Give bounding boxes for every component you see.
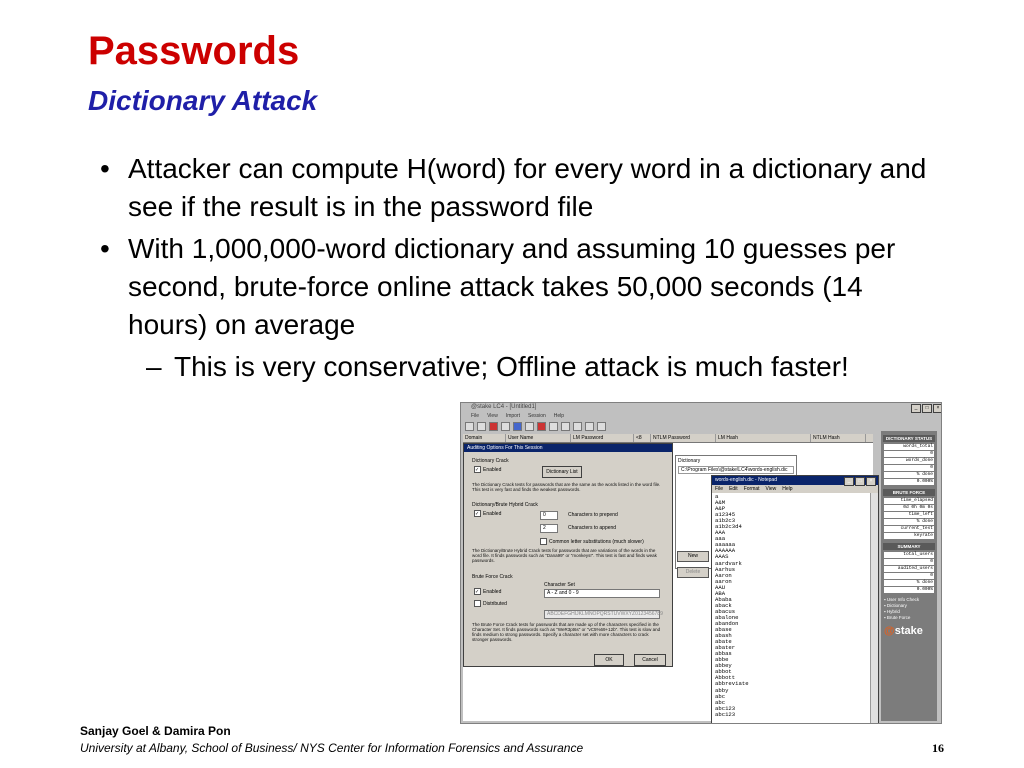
menu-view[interactable]: View	[487, 413, 498, 419]
bullet-text: With 1,000,000-word dictionary and assuming 10 guesses per second, brute-force online attack takes 50,000 seconds (14 hours) on average	[128, 233, 896, 340]
play-icon[interactable]	[525, 422, 534, 431]
window-controls	[911, 404, 942, 413]
menu-help[interactable]: Help	[553, 413, 565, 419]
words-total-label: words_total	[884, 444, 934, 450]
notepad-line: A&P	[715, 505, 726, 513]
notepad-window-controls	[844, 477, 876, 486]
maximize-icon[interactable]: □	[855, 477, 865, 486]
tool-icon[interactable]	[573, 422, 582, 431]
bullet-dot: •	[100, 153, 110, 184]
checkbox-icon[interactable]	[540, 538, 547, 545]
minimize-icon[interactable]: _	[844, 477, 854, 486]
distributed-checkbox[interactable]	[474, 600, 507, 607]
brute-enabled-checkbox[interactable]	[474, 588, 501, 595]
page-number: 16	[932, 741, 944, 755]
notepad-line: abbe	[715, 656, 729, 664]
np-menu-format[interactable]: Format	[743, 486, 760, 492]
menu-session[interactable]: Session	[527, 413, 546, 419]
notepad-titlebar	[712, 476, 878, 485]
brute-heading: Brute Force Crack	[472, 574, 513, 580]
col-user-name[interactable]: User Name	[506, 434, 571, 442]
audited-users-label: audited_users	[884, 566, 934, 572]
status-links	[884, 597, 934, 621]
distributed-label: Distributed	[483, 600, 507, 607]
charset-select[interactable]: A - Z and 0 - 9	[544, 589, 660, 598]
total-users-label: total_users	[884, 552, 934, 558]
main-menubar	[461, 413, 564, 421]
np-menu-edit[interactable]: Edit	[729, 486, 738, 492]
open-icon[interactable]	[477, 422, 486, 431]
notepad-line: abc	[715, 692, 726, 700]
new-button[interactable]: New	[677, 551, 709, 562]
hybrid-enabled-checkbox[interactable]	[474, 510, 501, 517]
np-menu-file[interactable]: File	[715, 486, 724, 492]
sub-bullet-dash: –	[146, 351, 162, 382]
col-lm-hash[interactable]: LM Hash	[716, 434, 811, 442]
words-done-value: 0	[884, 465, 934, 471]
dictionary-path-field[interactable]: C:\Program Files\@stake\LC4\words-english.dic	[678, 466, 794, 474]
notepad-line: abc	[715, 698, 726, 706]
notepad-line: Ababa	[715, 595, 732, 603]
notepad-title: words-english.dic - Notepad	[715, 477, 777, 483]
checkbox-icon[interactable]: ✓	[475, 511, 480, 517]
notepad-line: aback	[715, 601, 732, 609]
menu-import[interactable]: Import	[505, 413, 520, 419]
summary-pct-done-value: 0.000%	[884, 587, 934, 593]
notepad-line: abater	[715, 644, 736, 652]
link-brute-force[interactable]: ▪ Brute Force	[884, 615, 911, 620]
link-user-info-check[interactable]: ▪ User Info Check	[884, 597, 920, 602]
notepad-line: abash	[715, 632, 732, 640]
col-lt8[interactable]: <8	[634, 434, 651, 442]
new-session-icon[interactable]	[465, 422, 474, 431]
close-icon[interactable]: ×	[933, 404, 942, 413]
notepad-line: AAA	[715, 529, 726, 537]
hybrid-heading: Dictionary/Brute Hybrid Crack	[472, 502, 538, 508]
slide-subtitle: Dictionary Attack	[88, 85, 318, 116]
notepad-line: aaaaaa	[715, 541, 736, 549]
pause-icon[interactable]	[549, 422, 558, 431]
notepad-line: abbey	[715, 662, 732, 670]
notepad-line: abandon	[715, 619, 739, 627]
grid-header	[463, 434, 873, 443]
notepad-line: a1b2c3	[715, 517, 736, 525]
notepad-line: AAAAAA	[715, 547, 736, 555]
words-done-label: words_done	[884, 458, 934, 464]
checkbox-icon[interactable]: ✓	[475, 589, 480, 595]
notepad-line: a	[715, 493, 719, 500]
dict-crack-heading: Dictionary Crack	[472, 458, 509, 464]
dict-description: The Dictionary Crack tests for passwords that are the same as the words listed in the word file. This test is very fast and finds the weakest passwords.	[472, 482, 661, 492]
notepad-line: abacus	[715, 607, 736, 615]
notepad-line: abbas	[715, 650, 732, 658]
dict-pct-done-label: % done	[884, 472, 934, 478]
bullet-dot: •	[100, 233, 110, 264]
notepad-line: abby	[715, 686, 729, 694]
minimize-icon[interactable]: _	[911, 404, 921, 413]
main-toolbar	[465, 422, 606, 431]
link-dictionary[interactable]: ▪ Dictionary	[884, 603, 907, 608]
maximize-icon[interactable]: □	[922, 404, 932, 413]
append-stepper[interactable]: 2	[540, 524, 558, 533]
link-hybrid[interactable]: ▪ Hybrid	[884, 609, 900, 614]
bullet-text: Attacker can compute H(word) for every word in a dictionary and see if the result is in the password file	[128, 153, 927, 222]
notepad-line: Aarhus	[715, 565, 736, 573]
brute-pct-done-label: % done	[884, 519, 934, 525]
np-menu-view[interactable]: View	[765, 486, 777, 492]
menu-file[interactable]: File	[471, 413, 480, 419]
sub-bullet-item	[146, 348, 938, 386]
audited-users-value: 0	[884, 573, 934, 579]
col-ntlm-hash[interactable]: NTLM Hash	[811, 434, 866, 442]
checkbox-icon[interactable]	[474, 600, 481, 607]
notepad-line: abc123	[715, 704, 736, 712]
notepad-line: Abbott	[715, 674, 736, 682]
col-ntlm-password[interactable]: NTLM Password	[651, 434, 716, 442]
notepad-line: AAAS	[715, 553, 729, 561]
notepad-line: A&M	[715, 499, 726, 507]
close-icon[interactable]: ×	[866, 477, 876, 486]
dictionary-list-button[interactable]: Dictionary List	[542, 466, 582, 478]
append-label: Characters to append	[568, 525, 617, 531]
lc4-screenshot	[460, 402, 942, 724]
current-test-label: current_test	[884, 526, 934, 532]
charset-preview: ABCDEFGHIJKLMNOPQRSTUVWXYZ0123456789	[544, 610, 660, 619]
slide-title: Passwords	[88, 29, 300, 73]
notepad-line: aaron	[715, 577, 732, 585]
common-subs-checkbox[interactable]	[540, 538, 644, 545]
notepad-line: abalone	[715, 613, 739, 621]
summary-pct-done-label: % done	[884, 580, 934, 586]
stop-icon[interactable]	[537, 422, 546, 431]
notepad-line: a12345	[715, 511, 736, 519]
notepad-line: abc123	[715, 710, 736, 718]
notepad-line: abbot	[715, 668, 732, 676]
notepad-line: AAU	[715, 583, 726, 591]
brute-force-heading: BRUTE FORCE	[883, 489, 935, 496]
common-subs-label: Common letter substitutions (much slower)	[549, 538, 644, 545]
brute-enabled-label: Enabled	[483, 588, 502, 595]
total-users-value: 0	[884, 559, 934, 565]
sub-bullet-text: This is very conservative; Offline attack is much faster!	[174, 351, 849, 382]
col-lm-password[interactable]: LM Password	[571, 434, 634, 442]
bullet-item	[98, 230, 938, 344]
dictionary-status-heading: DICTIONARY STATUS	[883, 435, 935, 442]
dictionary-label: Dictionary	[678, 458, 701, 464]
auditing-options-dialog	[463, 443, 673, 667]
notepad-line: abase	[715, 626, 732, 634]
summary-heading: SUMMARY	[883, 543, 935, 550]
import-icon[interactable]	[501, 422, 510, 431]
prepend-label: Characters to prepend	[568, 512, 618, 518]
time-elapsed-label: time_elapsed	[884, 498, 934, 504]
words-total-value: 0	[884, 451, 934, 457]
bullet-list	[98, 150, 938, 386]
notepad-line: abate	[715, 638, 732, 646]
notepad-line: aardvark	[715, 559, 742, 567]
dict-enabled-checkbox[interactable]	[474, 466, 501, 473]
notepad-line: Aaron	[715, 571, 732, 579]
footer-affiliation: University at Albany, School of Business/ NYS Center for Information Forensics and Assurance	[80, 741, 584, 755]
np-menu-help[interactable]: Help	[782, 486, 793, 492]
delete-button[interactable]: Delete	[677, 567, 709, 578]
notepad-scrollbar[interactable]	[870, 493, 878, 724]
notepad-line: abbreviate	[715, 680, 749, 688]
options-icon[interactable]	[513, 422, 522, 431]
hybrid-enabled-label: Enabled	[483, 510, 502, 517]
help-icon[interactable]	[597, 422, 606, 431]
checkbox-icon[interactable]: ✓	[475, 467, 480, 473]
prepend-stepper[interactable]: 0	[540, 511, 558, 520]
main-window-titlebar	[461, 403, 941, 413]
notepad-line: ABA	[715, 589, 726, 597]
notepad-window	[711, 475, 879, 724]
stake-logo: @stake	[884, 625, 923, 637]
time-elapsed-value: 0d 0h 0m 0s	[884, 505, 934, 511]
bullet-item	[98, 150, 938, 226]
keyrate-label: keyrate	[884, 533, 934, 539]
notepad-line: a1b2c3d4	[715, 523, 742, 531]
col-domain[interactable]: Domain	[463, 434, 506, 442]
save-icon[interactable]	[489, 422, 498, 431]
cancel-button[interactable]: Cancel	[634, 654, 666, 666]
main-window-title: @stake LC4 - [Untitled1]	[471, 404, 537, 410]
brute-description: The Brute Force Crack tests for passwords that are made up of the characters specified in the Character Set. It finds passwords such as "WeR3pt6s" or "vC5%69+12b". This test is slow and finds medium to strong passwords. Specify a character set with more characters to crack stronger passwords.	[472, 622, 661, 642]
time-left-label: time_left	[884, 512, 934, 518]
hybrid-description: The Dictionary/Brute Hybrid Crack tests for passwords that are variations of the words in the word file. It finds passwords such as "Dana99" or "monkeys!". This test is fast and finds weak passwords.	[472, 548, 657, 563]
dict-pct-done-value: 0.000%	[884, 479, 934, 485]
grid-icon[interactable]	[585, 422, 594, 431]
ok-button[interactable]: OK	[594, 654, 624, 666]
charset-label: Character Set	[544, 582, 575, 588]
notepad-menubar	[712, 485, 878, 493]
dict-enabled-label: Enabled	[483, 466, 502, 473]
footer-author: Sanjay Goel & Damira Pon	[80, 724, 231, 738]
notepad-line: aaa	[715, 535, 726, 543]
notepad-text-area[interactable]	[712, 493, 878, 719]
dialog-title: Auditing Options For This Session	[464, 444, 672, 452]
status-panel	[881, 431, 937, 721]
report-icon[interactable]	[561, 422, 570, 431]
